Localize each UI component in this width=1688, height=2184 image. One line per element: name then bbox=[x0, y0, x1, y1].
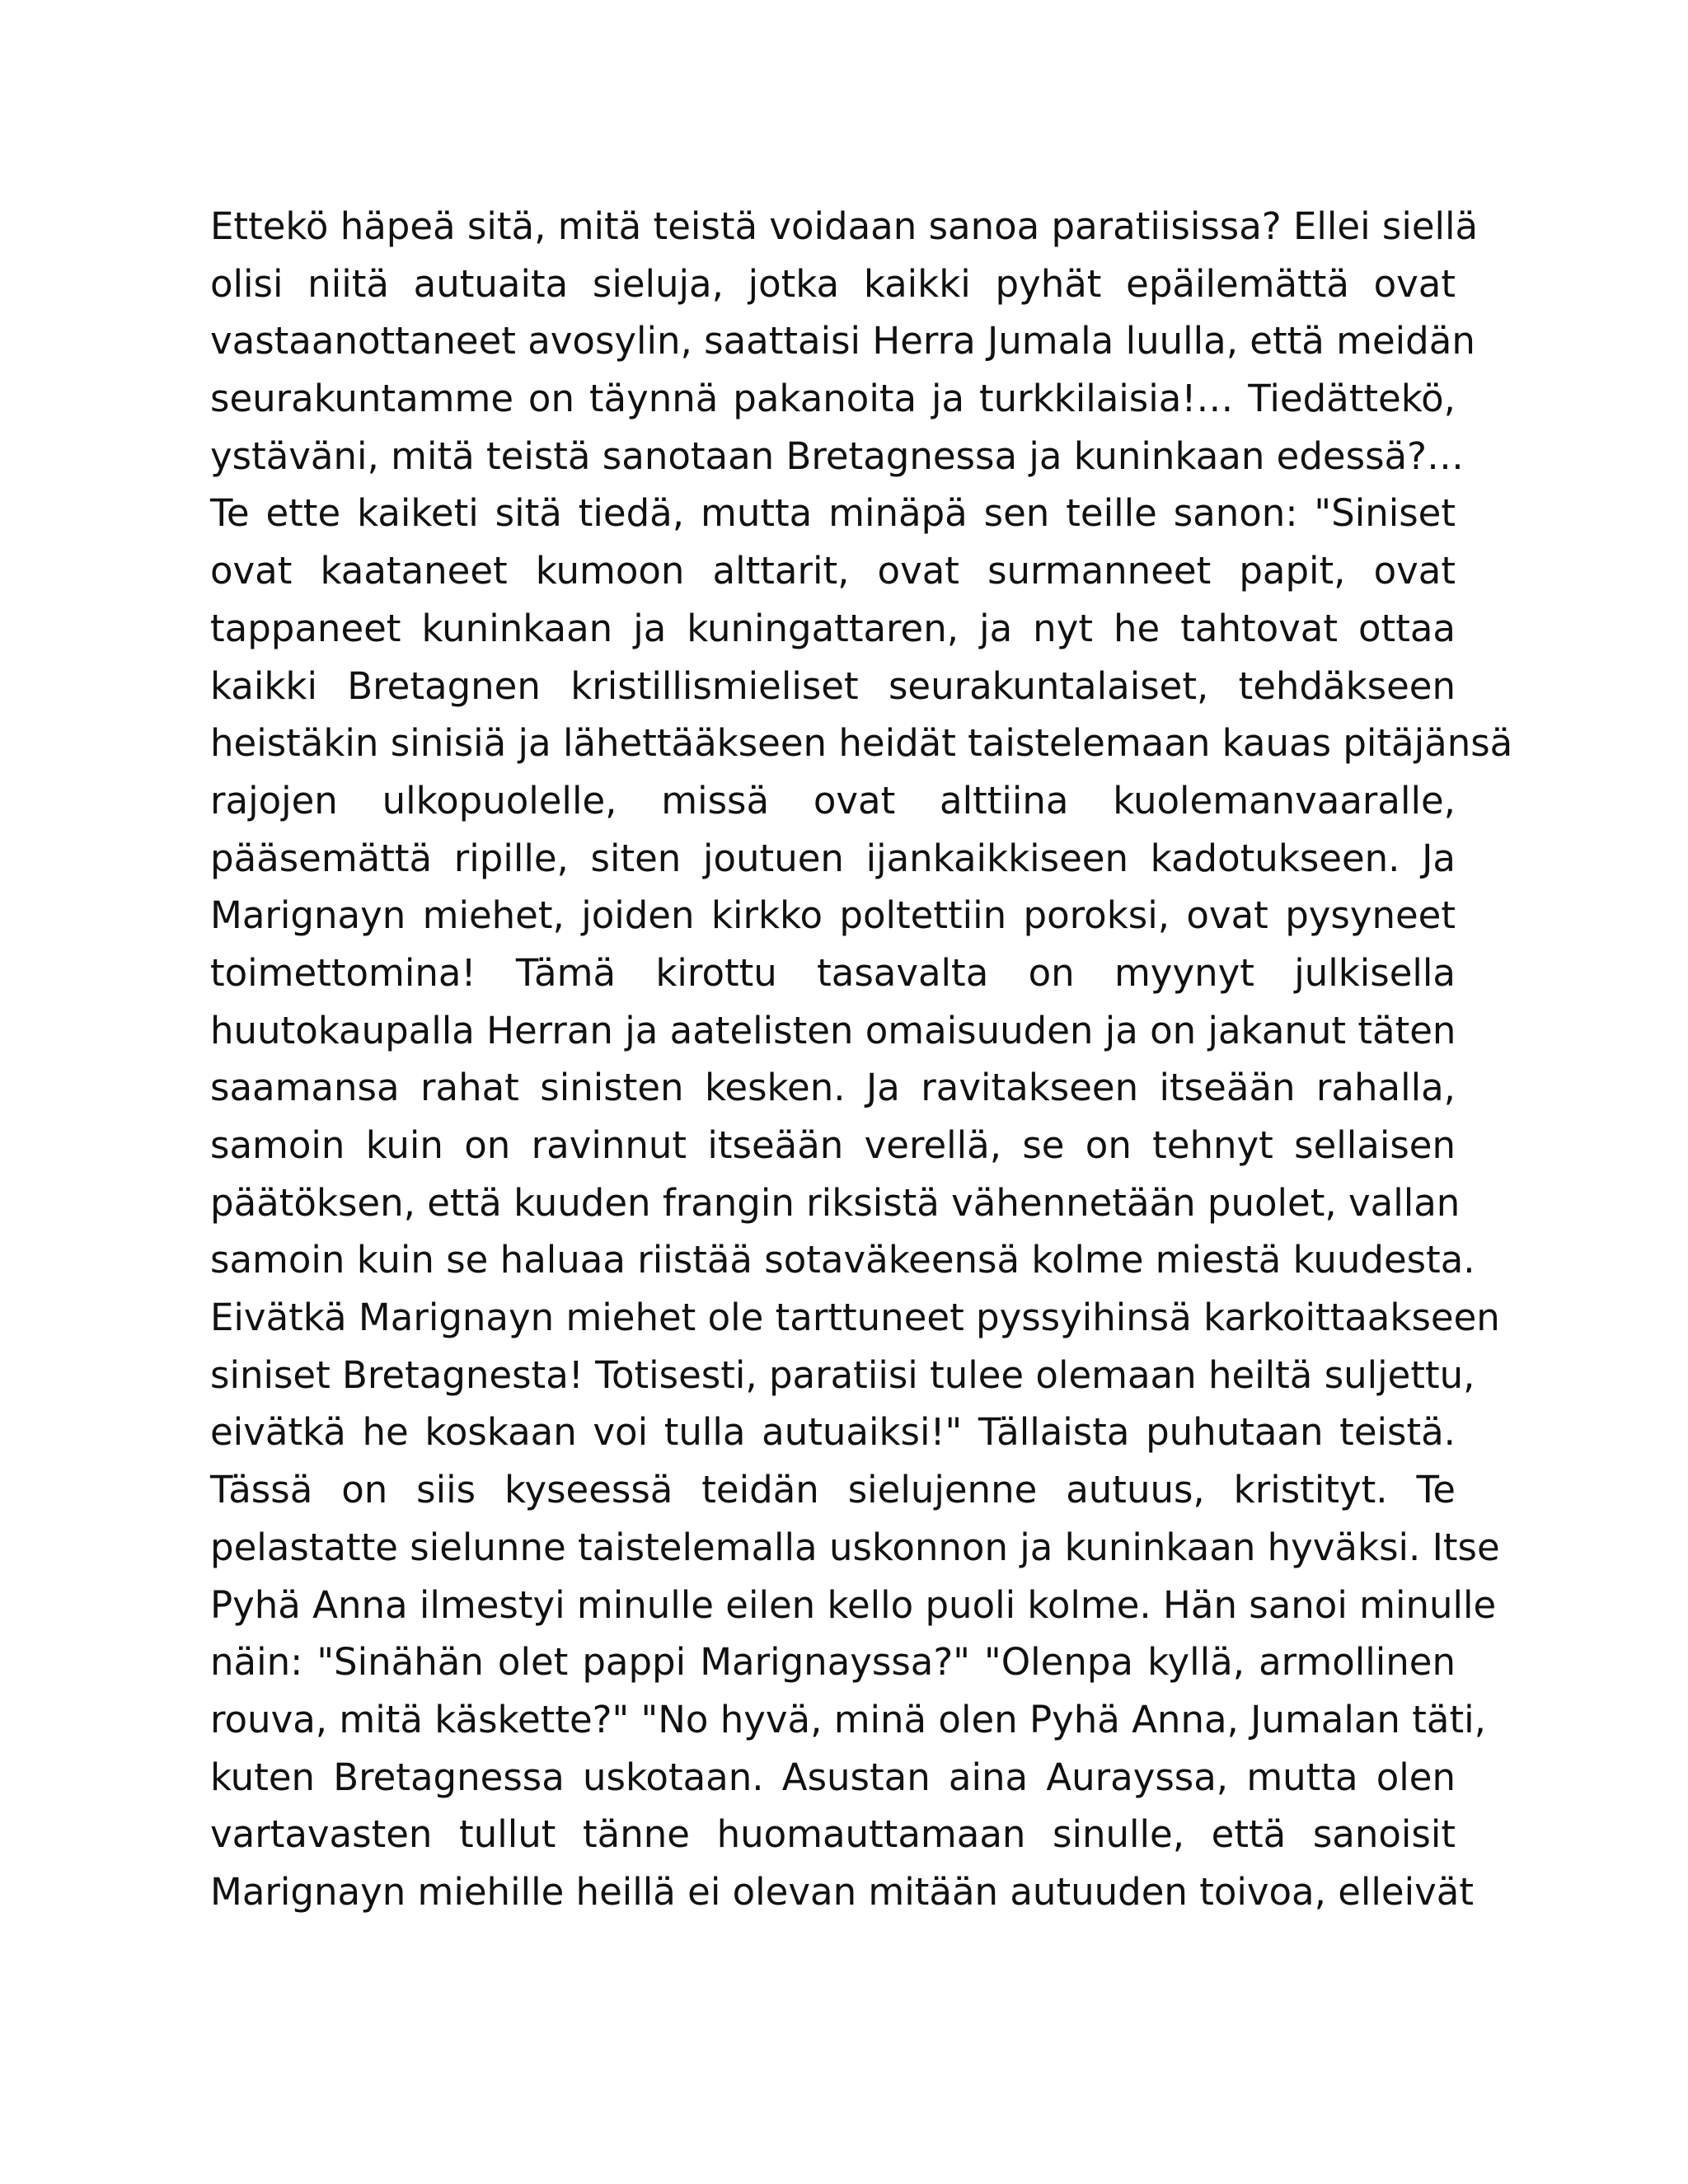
text-line: Te ette kaiketi sitä tiedä, mutta minäpä sen teille sanon: "Siniset bbox=[210, 491, 1456, 536]
text-line: rouva, mitä käskette?" "No hyvä, minä olen Pyhä Anna, Jumalan täti, bbox=[210, 1697, 1486, 1741]
text-line: pääsemättä ripille, siten joutuen ijankaikkiseen kadotukseen. Ja bbox=[210, 836, 1456, 880]
text-line: pelastatte sielunne taistelemalla uskonnon ja kuninkaan hyväksi. Itse bbox=[210, 1525, 1500, 1569]
text-line: saamansa rahat sinisten kesken. Ja ravitakseen itseään rahalla, bbox=[210, 1066, 1456, 1110]
text-line: ovat kaataneet kumoon alttarit, ovat surmanneet papit, ovat bbox=[210, 549, 1456, 593]
text-line: seurakuntamme on täynnä pakanoita ja turkkilaisia!… Tiedättekö, bbox=[210, 377, 1456, 421]
text-line: näin: "Sinähän olet pappi Marignayssa?" "Olenpa kyllä, armollinen bbox=[210, 1640, 1456, 1685]
text-line: Eivätkä Marignayn miehet ole tarttuneet pyssyihinsä karkoittaakseen bbox=[210, 1296, 1500, 1340]
text-line: kaikki Bretagnen kristillismieliset seurakuntalaiset, tehdäkseen bbox=[210, 663, 1456, 708]
text-line: vartavasten tullut tänne huomauttamaan sinulle, että sanoisit bbox=[210, 1812, 1456, 1857]
text-line: rajojen ulkopuolelle, missä ovat alttiina kuolemanvaaralle, bbox=[210, 778, 1456, 823]
text-line: samoin kuin se haluaa riistää sotaväkeensä kolme miestä kuudesta. bbox=[210, 1238, 1475, 1282]
text-line: Pyhä Anna ilmestyi minulle eilen kello puoli kolme. Hän sanoi minulle bbox=[210, 1582, 1497, 1627]
text-line: Ettekö häpeä sitä, mitä teistä voidaan sanoa paratiisissa? Ellei siellä bbox=[210, 204, 1479, 248]
body-text bbox=[210, 198, 1513, 1921]
text-line: siniset Bretagnesta! Totisesti, paratiisi tulee olemaan heiltä suljettu, bbox=[210, 1352, 1475, 1397]
text-line: eivätkä he koskaan voi tulla autuaiksi!" Tällaista puhutaan teistä. bbox=[210, 1410, 1456, 1455]
text-line: tappaneet kuninkaan ja kuningattaren, ja nyt he tahtovat ottaa bbox=[210, 606, 1456, 650]
text-line: vastaanottaneet avosylin, saattaisi Herra Jumala luulla, että meidän bbox=[210, 319, 1475, 363]
text-line: Marignayn miehille heillä ei olevan mitään autuuden toivoa, elleivät bbox=[210, 1869, 1474, 1914]
text-line: Marignayn miehet, joiden kirkko poltettiin poroksi, ovat pysyneet bbox=[210, 893, 1456, 938]
text-line: ystäväni, mitä teistä sanotaan Bretagnessa ja kuninkaan edessä?… bbox=[210, 434, 1464, 478]
text-line: Tässä on siis kyseessä teidän sielujenne autuus, kristityt. Te bbox=[210, 1468, 1456, 1512]
text-line: huutokaupalla Herran ja aatelisten omaisuuden ja on jakanut täten bbox=[210, 1008, 1456, 1052]
text-line: heistäkin sinisiä ja lähettääkseen heidät taistelemaan kauas pitäjänsä bbox=[210, 721, 1513, 766]
text-line: päätöksen, että kuuden frangin riksistä vähennetään puolet, vallan bbox=[210, 1180, 1461, 1225]
text-line: olisi niitä autuaita sieluja, jotka kaikki pyhät epäilemättä ovat bbox=[210, 261, 1456, 306]
text-line: kuten Bretagnessa uskotaan. Asustan aina Aurayssa, mutta olen bbox=[210, 1755, 1456, 1799]
text-line: samoin kuin on ravinnut itseään verellä, se on tehnyt sellaisen bbox=[210, 1123, 1456, 1167]
text-line: toimettomina! Tämä kirottu tasavalta on myynyt julkisella bbox=[210, 950, 1456, 995]
